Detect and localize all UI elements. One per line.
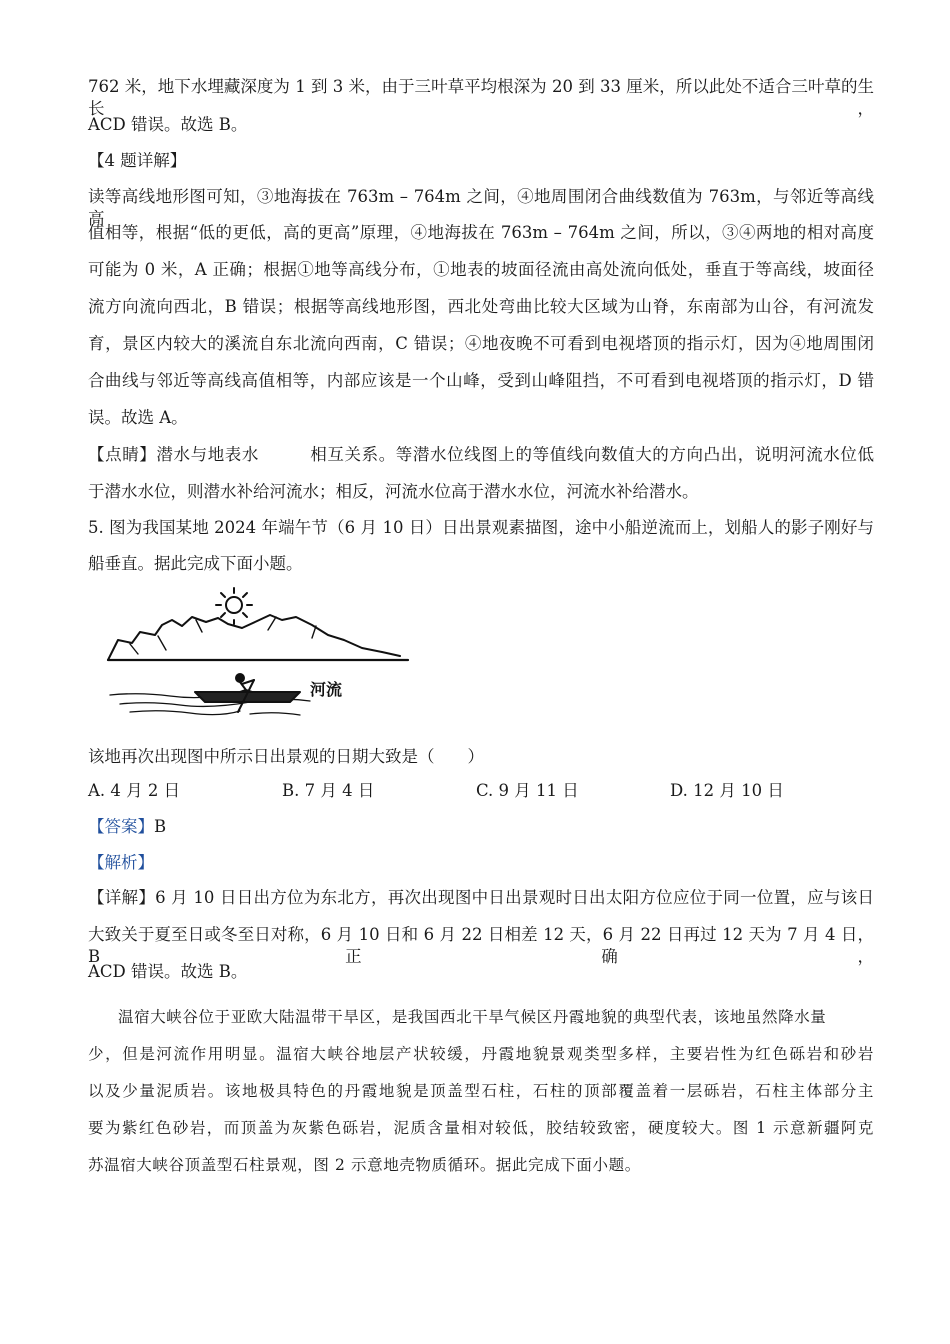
answer-value: B: [154, 817, 167, 836]
passage-line: 少，但是河流作用明显。温宿大峡谷地层产状较缓，丹霞地貌景观类型多样，主要岩性为红色砾岩和砂岩: [88, 1045, 874, 1063]
text-line: 流方向流向西北，B 错误；根据等高线地形图，西北处弯曲比较大区域为山脊，东南部为山谷，有河流发: [88, 297, 874, 316]
passage-line: 苏温宿大峡谷顶盖型石柱景观，图 2 示意地壳物质循环。据此完成下面小题。: [88, 1156, 641, 1174]
tip-line: 【点睛】潜水与地表水 相互关系。等潜水位线图上的等值线向数值大的方向凸出，说明河流水位低: [88, 445, 874, 464]
option-c: C. 9 月 11 日: [476, 781, 579, 800]
text-line: 读等高线地形图可知，③地海拔在 763m – 764m 之间，④地周围闭合曲线数值为 763m，与邻近等高线高: [88, 187, 874, 228]
option-d: D. 12 月 10 日: [670, 781, 784, 800]
sun-rays-icon: [216, 588, 252, 624]
text-line: 育，景区内较大的溪流自东北流向西南，C 错误；④地夜晚不可看到电视塔顶的指示灯，因为④地周围闭: [88, 334, 874, 353]
river-label: 河流: [310, 680, 343, 699]
passage-line: 以及少量泥质岩。该地极具特色的丹霞地貌是顶盖型石柱，石柱的顶部覆盖着一层砾岩，石柱主体部分主: [88, 1082, 874, 1100]
text-line: 于潜水水位，则潜水补给河流水；相反，河流水位高于潜水水位，河流水补给潜水。: [88, 482, 699, 501]
text-line: 误。故选 A。: [88, 408, 188, 427]
option-a: A. 4 月 2 日: [88, 781, 181, 800]
text-line: ACD 错误。故选 B。: [88, 962, 248, 981]
text-line: 762 米，地下水埋藏深度为 1 到 3 米，由于三叶草平均根深为 20 到 33 厘米，所以此处不适合三叶草的生长，: [88, 77, 874, 118]
analysis-label: 【解析】: [88, 853, 154, 872]
sun-icon: [226, 597, 242, 613]
question-line: 5. 图为我国某地 2024 年端午节（6 月 10 日）日出景观素描图，途中小船逆流而上，划船人的影子刚好与: [88, 518, 874, 537]
passage-line: 温宿大峡谷位于亚欧大陆温带干旱区，是我国西北干旱气候区丹霞地貌的典型代表，该地虽然降水量: [118, 1008, 827, 1026]
answer-label: 【答案】: [88, 817, 154, 836]
text-line: 值相等，根据“低的更低，高的更高”原理，④地海拔在 763m – 764m 之间，所以，③④两地的相对高度: [88, 223, 874, 242]
text-line: 可能为 0 米，A 正确；根据①地等高线分布，①地表的坡面径流由高处流向低处，垂直于等高线，坡面径: [88, 260, 874, 279]
text-line: 合曲线与邻近等高线高值相等，内部应该是一个山峰，受到山峰阻挡，不可看到电视塔顶的指示灯，D 错: [88, 371, 874, 390]
question-stem: 该地再次出现图中所示日出景观的日期大致是（ ）: [88, 747, 484, 766]
text-line: ACD 错误。故选 B。: [88, 115, 248, 134]
passage-line: 要为紫红色砂岩，而顶盖为灰紫色砾岩，泥质含量相对较低，胶结较致密，硬度较大。图 1 示意新疆阿克: [88, 1119, 874, 1137]
text-line: 船垂直。据此完成下面小题。: [88, 554, 303, 573]
text-line: 大致关于夏至日或冬至日对称，6 月 10 日和 6 月 22 日相差 12 天，6 月 22 日再过 12 天为 7 月 4 日，B 正确，: [88, 925, 874, 966]
mountain-ridge-icon: [108, 615, 400, 660]
sunrise-sketch-figure: [100, 580, 420, 730]
section-heading: 【4 题详解】: [88, 151, 187, 170]
text-line: 【详解】6 月 10 日日出方位为东北方，再次出现图中日出景观时日出太阳方位应位于同一位置，应与该日: [88, 888, 874, 907]
answer-line: [88, 816, 166, 838]
option-b: B. 7 月 4 日: [282, 781, 375, 800]
